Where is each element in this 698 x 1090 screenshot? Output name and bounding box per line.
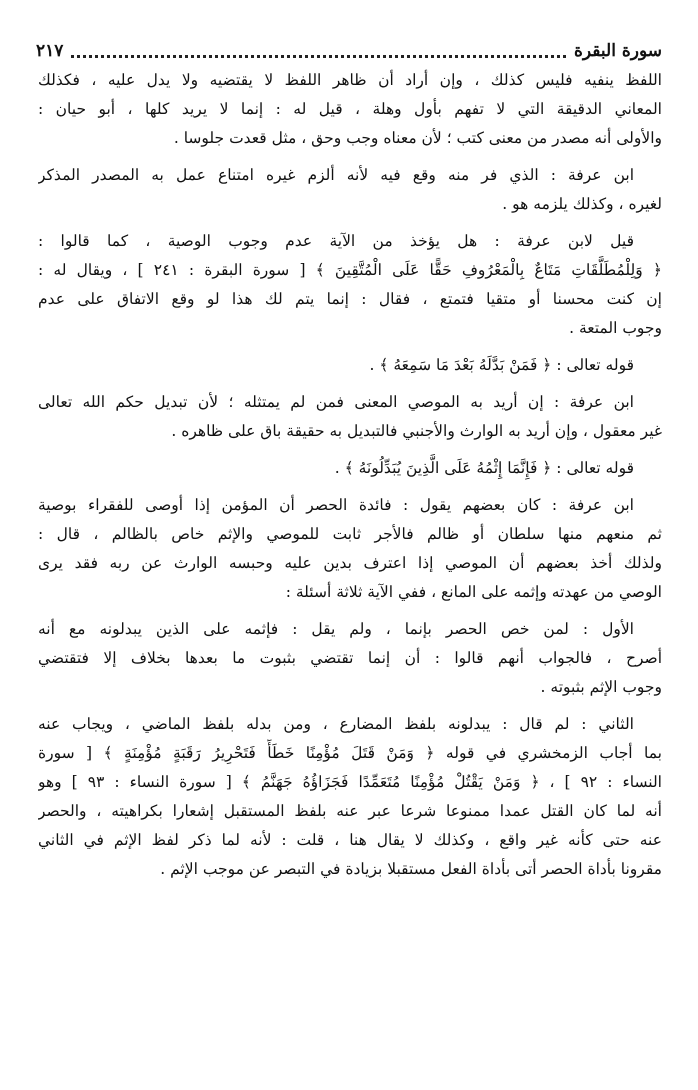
- page-header: [36, 38, 662, 64]
- text-line: ابن عرفة : كان بعضهم يقول : فائدة الحصر أن المؤمن إذا أوصى للفقراء بوصية: [38, 496, 634, 514]
- text-line: أصرح ، فالجواب أنهم قالوا : أن إنما تقتضي بثبوت ما بعدها بخلاف إلا فتقتضي: [38, 649, 662, 667]
- text-line: عنه حتى كأنه غير واقع ، وكذلك لا يقال هنا ، قلت : لأنه لما ذكر لفظ الإثم في الثاني: [38, 831, 662, 849]
- text-line: ولذلك أخذ بعضهم أن الموصي إذا اعترف بدين عليه وحبسه الوارث عن ربه فقد يرى: [38, 554, 662, 572]
- text-line: وجوب الإثم بثبوته .: [540, 678, 662, 696]
- text-line: قوله تعالى : ﴿ فَإِنَّمَا إِثْمُهُ عَلَى الَّذِينَ يُبَدِّلُونَهُ ﴾ .: [334, 459, 634, 477]
- text-line: اللفظ ينفيه فليس كذلك ، وإن أراد أن ظاهر اللفظ لا يقتضيه ولا يدل عليه ، فكذلك: [38, 71, 662, 89]
- text-line: ابن عرفة : إن أريد به الموصي المعنى فمن لم يمتثله ؛ لأن تبديل حكم الله تعالى: [38, 393, 634, 411]
- surah-title: سورة البقرة: [574, 41, 662, 61]
- page-body: [38, 66, 662, 884]
- text-line: بما أجاب الزمخشري في قوله ﴿ وَمَنْ قَتَلَ مُؤْمِنًا خَطَأً فَتَحْرِيرُ رَقَبَةٍ مُؤْمِنَةٍ ﴾ [ سورة: [38, 744, 662, 762]
- text-line: النساء : ٩٢ ] ، ﴿ وَمَنْ يَقْتُلْ مُؤْمِنًا مُتَعَمِّدًا فَجَزَاؤُهُ جَهَنَّمُ ﴾ [ سورة النساء : ٩٣ ] وهو: [38, 773, 662, 791]
- text-line: غير معقول ، وإن أريد به الوارث والأجنبي فالتبديل به حقيقة باق على ظاهره .: [171, 422, 662, 440]
- text-line: ﴿ وَلِلْمُطَلَّقَاتِ مَتَاعٌ بِالْمَعْرُوفِ حَقًّا عَلَى الْمُتَّقِينَ ﴾ [ سورة البقرة : ٢٤١ ] ، ويقال له :: [38, 261, 662, 279]
- header-dotted-leader: [71, 55, 566, 58]
- page-number: ٢١٧: [36, 41, 64, 61]
- text-line: مقرونا بأداة الحصر أتى بأداة الفعل مستقبلا بزيادة في التبصر عن موجب الإثم .: [160, 860, 662, 878]
- text-line: الأول : لمن خص الحصر بإنما ، ولم يقل : فإثمه على الذين يبدلونه مع أنه: [38, 620, 634, 638]
- text-line: المعاني الدقيقة التي لا تفهم بأول وهلة ، قيل له : إنما لا يريد كلها ، أبو حيان :: [38, 100, 662, 118]
- text-line: الثاني : لم قال : يبدلونه بلفظ المضارع ، ومن بدله بلفظ الماضي ، ويجاب عنه: [38, 715, 634, 733]
- text-line: لغيره ، وكذلك يلزمه هو .: [502, 195, 662, 213]
- text-line: أنه لما كان القتل عمدا ممنوعا شرعا عبر عنه بلفظ المستقبل إشعارا بكراهيته ، والحصر: [38, 802, 662, 820]
- text-line: قيل لابن عرفة : هل يؤخذ من الآية عدم وجوب الوصية ، كما قالوا :: [38, 232, 634, 250]
- text-line: وجوب المتعة .: [569, 319, 662, 337]
- text-line: قوله تعالى : ﴿ فَمَنْ بَدَّلَهُ بَعْدَ مَا سَمِعَهُ ﴾ .: [369, 356, 634, 374]
- text-line: ثم منعهم منها سلطان أو ظالم فالأجر ثابت للموصي والإثم خاص بالظالم ، قال :: [38, 525, 662, 543]
- text-line: ابن عرفة : الذي فر منه وقع فيه لأنه ألزم غيره امتناع عمل به المصدر المذكر: [38, 166, 634, 184]
- text-line: إن كنت محسنا أو متقيا فتمتع ، فقال : إنما يتم لك هذا لو وقع الاتفاق على عدم: [38, 290, 662, 308]
- text-line: الوصي من عهدته وإثمه على المانع ، ففي الآية ثلاثة أسئلة :: [285, 583, 662, 601]
- text-line: والأولى أنه مصدر من معنى كتب ؛ لأن معناه وجب وحق ، مثل قعدت جلوسا .: [173, 129, 662, 147]
